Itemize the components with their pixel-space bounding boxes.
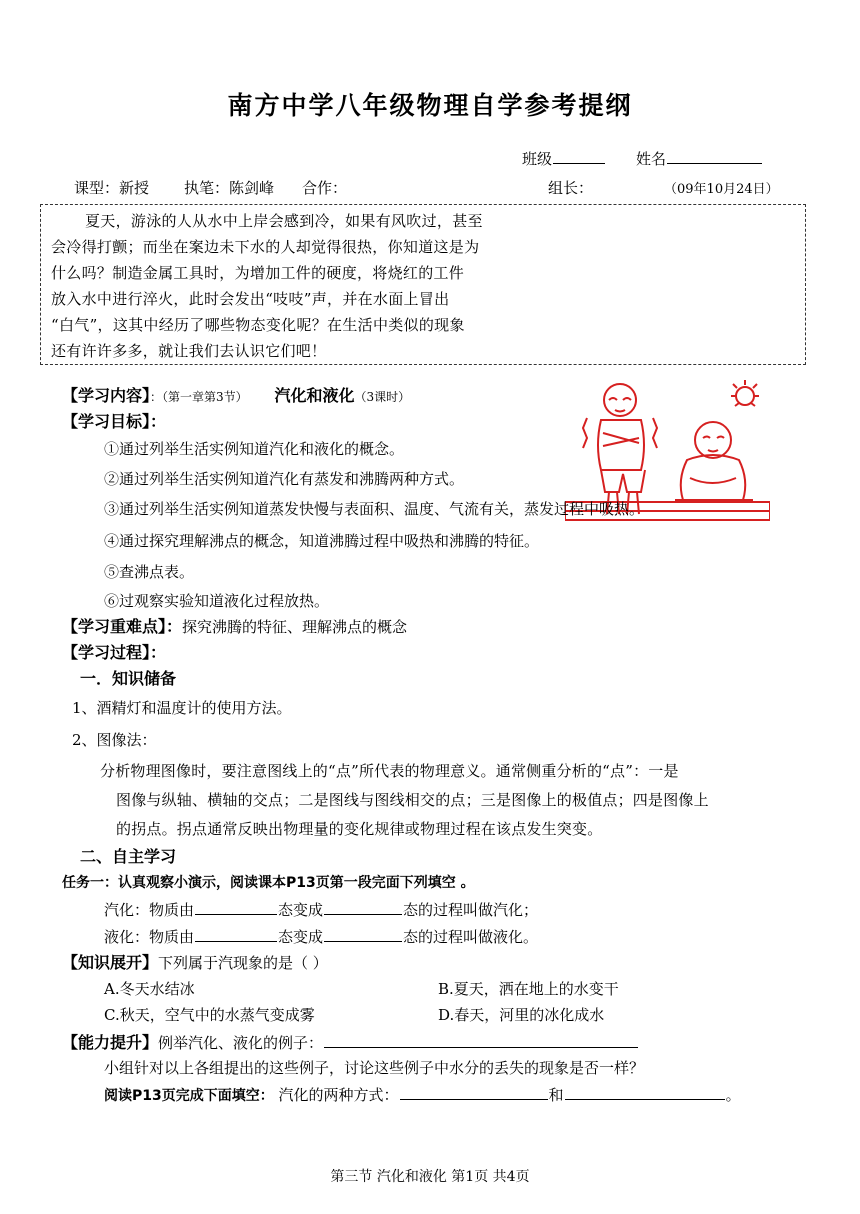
part1-item: 1、酒精灯和温度计的使用方法。	[72, 699, 292, 717]
ability-improve	[62, 1030, 639, 1053]
read-blank-2[interactable]	[565, 1085, 725, 1100]
option-a[interactable]: A.冬天水结冰	[104, 980, 195, 998]
liq-blank-2[interactable]	[324, 927, 402, 942]
graph-method-paragraph: 分析物理图像时，要注意图线上的“点”所代表的物理意义。通常侧重分析的“点”：一是	[100, 762, 679, 780]
objective-item: ⑥过观察实验知道液化过程放热。	[104, 592, 330, 610]
vap-blank-2[interactable]	[324, 900, 402, 915]
page-footer: 第三节 汽化和液化 第1页 共4页	[330, 1169, 530, 1185]
content-topic: 汽化和液化	[274, 386, 355, 405]
expand-label: 【知识展开】	[62, 953, 159, 972]
learning-content	[62, 383, 410, 406]
vaporization-line	[104, 899, 538, 920]
liq-blank-1[interactable]	[195, 927, 277, 942]
difficulty	[62, 614, 407, 637]
ability-blank[interactable]	[324, 1033, 638, 1048]
group-leader: 组长：	[548, 179, 594, 197]
cooperation: 合作：	[302, 179, 348, 197]
task1: 任务一：认真观察小演示，阅读课本P13页第一段完面下列填空 。	[62, 875, 475, 891]
content-label: 【学习内容】	[62, 386, 151, 405]
read-text: 汽化的两种方式：	[278, 1086, 399, 1104]
liq-text-c: 态的过程叫做液化。	[403, 928, 539, 946]
graph-method-paragraph: 的拐点。拐点通常反映出物理量的变化规律或物理过程在该点发生突变。	[116, 820, 603, 838]
ability-label: 【能力提升】	[62, 1033, 159, 1052]
objective-item: ④通过探究理解沸点的概念，知道沸腾过程中吸热和沸腾的特征。	[104, 532, 540, 550]
objective-item: ①通过列举生活实例知道汽化和液化的概念。	[104, 440, 405, 458]
liquefaction-line	[104, 926, 538, 947]
read-and: 和	[548, 1086, 564, 1104]
objective-item: ③通过列举生活实例知道蒸发快慢与表面积、温度、气流有关，蒸发过程中吸热。	[104, 500, 645, 518]
difficulty-text: 探究沸腾的特征、理解沸点的概念	[182, 618, 408, 636]
vap-text-a: 汽化：物质由	[104, 901, 195, 919]
knowledge-expand	[62, 950, 328, 973]
objectives-label: 【学习目标】：	[62, 412, 167, 431]
read-fill	[104, 1084, 741, 1105]
part2-heading: 二、自主学习	[80, 847, 177, 866]
intro-line: 夏天，游泳的人从水中上岸会感到冷，如果有风吹过，甚至	[85, 212, 483, 230]
objective-item: ⑤查沸点表。	[104, 563, 195, 581]
author: 执笔：陈剑峰	[184, 179, 275, 197]
intro-line: 放入水中进行淬火，此时会发出“吱吱”声，并在水面上冒出	[51, 290, 450, 308]
intro-line: 会冷得打颤；而坐在案边未下水的人却觉得很热，你知道这是为	[51, 238, 480, 256]
vap-blank-1[interactable]	[195, 900, 277, 915]
part1-item: 2、图像法：	[72, 731, 157, 749]
option-b[interactable]: B.夏天，洒在地上的水变干	[438, 980, 619, 998]
course-type: 课型：新授	[74, 179, 150, 197]
read-blank-1[interactable]	[400, 1085, 548, 1100]
liq-text-b: 态变成	[278, 928, 324, 946]
date: （09年10月24日）	[664, 182, 779, 197]
intro-line: “白气”，这其中经历了哪些物态变化呢？在生活中类似的现象	[51, 316, 465, 334]
intro-box	[40, 204, 806, 365]
objective-item: ②通过列举生活实例知道汽化有蒸发和沸腾两种方式。	[104, 470, 465, 488]
read-label: 阅读P13页完成下面填空：	[104, 1088, 274, 1104]
name-blank	[667, 149, 762, 164]
group-question: 小组针对以上各组提出的这些例子，讨论这些例子中水分的丢失的现象是否一样？	[104, 1059, 645, 1077]
intro-line: 还有许许多多，就让我们去认识它们吧！	[51, 342, 327, 360]
expand-question: 下列属于汽现象的是（ ）	[158, 954, 328, 972]
process-label: 【学习过程】：	[62, 643, 167, 662]
graph-method-paragraph: 图像与纵轴、横轴的交点；二是图线与图线相交的点；三是图像上的极值点；四是图像上	[116, 791, 709, 809]
part1-heading: 一．知识储备	[80, 669, 177, 688]
content-chapter: ：（第一章第3节）	[150, 390, 248, 404]
ability-text: 例举汽化、液化的例子：	[158, 1034, 324, 1052]
difficulty-label: 【学习重难点】：	[62, 617, 183, 636]
option-c[interactable]: C.秋天，空气中的水蒸气变成雾	[104, 1006, 315, 1024]
intro-line: 什么吗？制造金属工具时，为增加工件的硬度，将烧红的工件	[51, 264, 465, 282]
class-blank	[553, 149, 605, 164]
read-end: 。	[725, 1086, 741, 1104]
page-title: 南方中学八年级物理自学参考提纲	[227, 91, 633, 120]
name-field	[636, 148, 763, 169]
class-field	[522, 148, 606, 169]
vap-text-b: 态变成	[278, 901, 324, 919]
option-d[interactable]: D.春天，河里的冰化成水	[438, 1006, 605, 1024]
content-hours: （3课时）	[354, 390, 411, 404]
vap-text-c: 态的过程叫做汽化；	[403, 901, 539, 919]
liq-text-a: 液化：物质由	[104, 928, 195, 946]
name-label: 姓名	[636, 150, 667, 168]
class-label: 班级	[522, 150, 553, 168]
